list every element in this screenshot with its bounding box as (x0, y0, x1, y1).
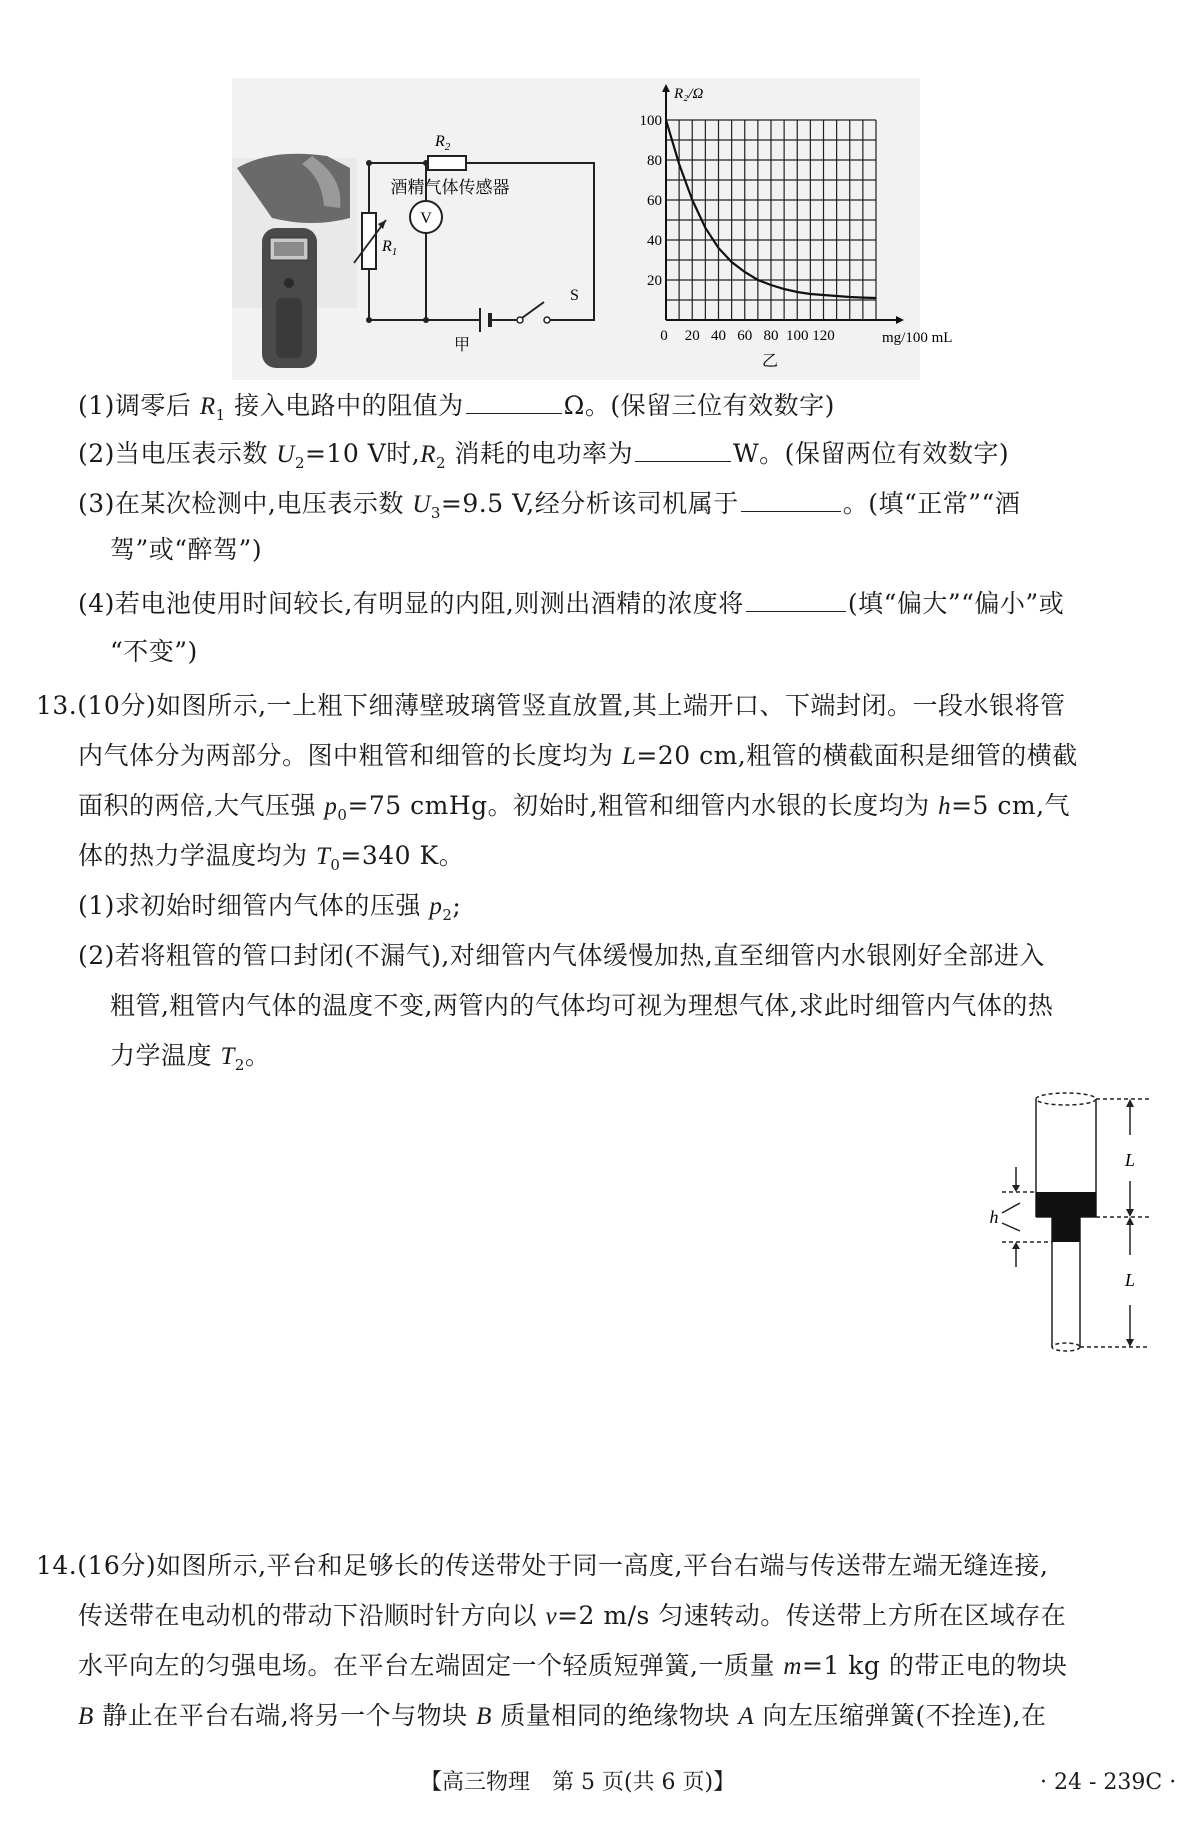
q12-sub2: (2)当电压表示数 $U_2=10$ V时$,R_2$ 消耗的电功率为 W。(保留两位有效数字) (78, 439, 1010, 472)
x-tick-label: 80 (763, 328, 779, 344)
q12-sub1-blank[interactable] (466, 391, 562, 414)
q12-sub3-blank[interactable] (741, 489, 841, 512)
figure-jia (232, 78, 612, 380)
x-tick-label: 0 (660, 328, 668, 344)
switch-label: S (570, 287, 579, 304)
y-tick-label: 60 (647, 193, 662, 209)
q12-sub4-cont: “不变”) (110, 637, 198, 666)
x-tick-label: 100 (786, 328, 809, 344)
y-axis-label: R₂/Ω (674, 86, 704, 102)
q14-line1: 14.(16分)如图所示,平台和足够长的传送带处于同一高度,平台右端与传送带左端无缝连接, (36, 1551, 1049, 1580)
breathalyzer-photo (232, 154, 357, 368)
mercury-thin (1052, 1217, 1080, 1242)
q13-line4: 体的热力学温度均为 $T_0=340$ K。 (78, 841, 465, 874)
q14-line3: 水平向左的匀强电场。在平台左端固定一个轻质短弹簧,一质量 m=1 kg 的带正电的物块 (78, 1651, 1068, 1680)
q12-sub1: (1)调零后 $R_1$ 接入电路中的阻值为 Ω。(保留三位有效数字) (78, 391, 835, 424)
sensor-label: 酒精气体传感器 (390, 178, 510, 198)
footer-code: · 24 - 239C · (1040, 1770, 1177, 1795)
y-tick-label: 100 (639, 113, 662, 129)
mercury-thick (1036, 1192, 1096, 1217)
q13-line2: 内气体分为两部分。图中粗管和细管的长度均为 L=20 cm,粗管的横截面积是细管的横截 (78, 741, 1078, 770)
x-tick-label: 120 (812, 328, 835, 344)
x-tick-label: 60 (737, 328, 753, 344)
q14-line4: B 静止在平台右端,将另一个与物块 B 质量相同的绝缘物块 A 向左压缩弹簧(不拴连),在 (78, 1701, 1047, 1730)
q13-sub2-line3: 力学温度 $T_2$。 (110, 1041, 271, 1074)
r1-rheostat (362, 213, 376, 269)
tube-L-bottom: L (1124, 1270, 1136, 1290)
q13-line1: 13.(10分)如图所示,一上粗下细薄壁玻璃管竖直放置,其上端开口、下端封闭。一段水银将管 (36, 691, 1066, 720)
q13-sub1: (1)求初始时细管内气体的压强 $p_2$; (78, 891, 462, 924)
r1-label: $R_1$ (382, 238, 398, 258)
figure-yi-chart (620, 78, 953, 380)
x-tick-label: 40 (711, 328, 726, 344)
x-tick-label: 20 (684, 328, 700, 344)
tube-L-top: L (1124, 1150, 1136, 1170)
x-axis-label: mg/100 mL (882, 330, 953, 346)
caption-yi: 乙 (761, 351, 779, 370)
y-axis-arrow (662, 84, 670, 92)
q12-sub3: (3)在某次检测中,电压表示数 $U_3=9.5$ V,经分析该司机属于 。(填“正常”“酒 (78, 489, 1021, 522)
y-tick-label: 40 (647, 233, 662, 249)
r2-resistor (428, 156, 466, 170)
caption-jia: 甲 (453, 335, 471, 354)
q13-sub2-line1: (2)若将粗管的管口封闭(不漏气),对细管内气体缓慢加热,直至细管内水银刚好全部进入 (78, 941, 1045, 970)
q12-sub2-blank[interactable] (635, 439, 731, 462)
r2-label: $R_2$ (435, 133, 451, 153)
footer-page-info: 【高三物理 第 5 页(共 6 页)】 (420, 1770, 736, 1795)
q13-sub2-line2: 粗管,粗管内气体的温度不变,两管内的气体均可视为理想气体,求此时细管内气体的热 (110, 991, 1054, 1020)
tube-h: h (989, 1207, 999, 1227)
q13-line3: 面积的两倍,大气压强 $p_0=75$ cmHg。初始时,粗管和细管内水银的长度均为 h=5 cm,气 (78, 791, 1071, 824)
q14-line2: 传送带在电动机的带动下沿顺时针方向以 v=2 m/s 匀速转动。传送带上方所在区域存在 (78, 1601, 1067, 1630)
x-axis-arrow (896, 316, 904, 324)
y-tick-label: 80 (647, 153, 662, 169)
tube-figure (980, 1085, 1170, 1365)
y-tick-label: 20 (647, 273, 662, 289)
q12-sub4-blank[interactable] (746, 589, 846, 612)
q12-sub4: (4)若电池使用时间较长,有明显的内阻,则测出酒精的浓度将 (填“偏大”“偏小”或 (78, 589, 1065, 618)
voltmeter-label: V (420, 210, 432, 227)
q12-sub3-cont: 驾”或“醉驾”) (110, 535, 263, 564)
